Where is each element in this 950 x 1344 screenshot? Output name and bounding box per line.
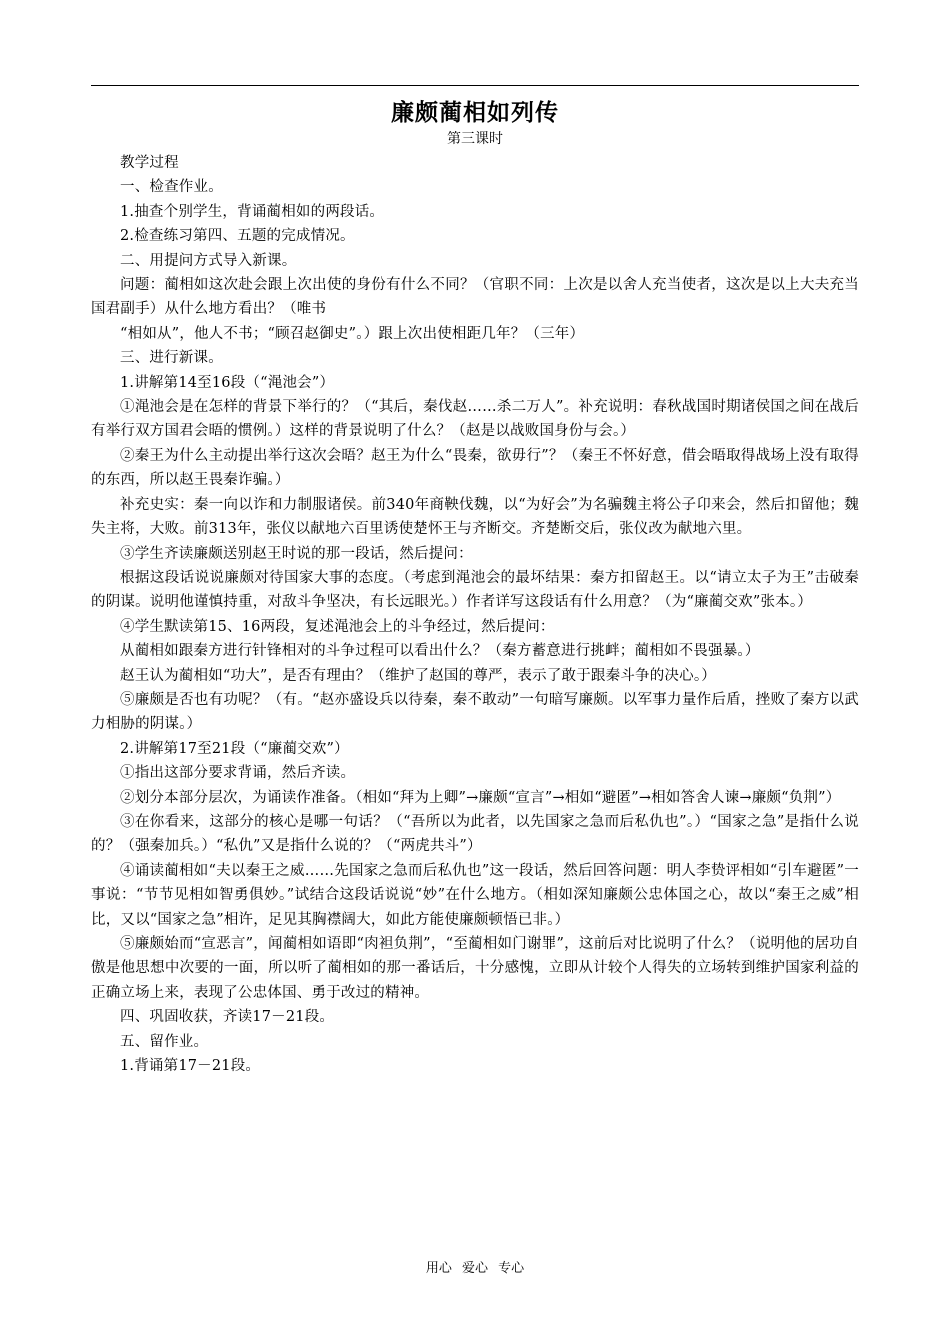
paragraph: 三、进行新课。 xyxy=(120,350,223,367)
document-body xyxy=(91,151,859,1078)
paragraph: ④诵读蔺相如“夫以秦王之威……先国家之急而后私仇也”这一段话，然后回答问题：明人李贽评相如“引车避匿”一事说：“节节见相如智勇俱妙。”试结合这段话说说“妙”在什么地方。（相如深知廉颇公忠体国之心，故以“秦王之威”相比，又以“国家之急”相许，足见其胸襟阔大，如此方能使廉颇顿悟已非。） xyxy=(91,862,859,928)
paragraph: 1.抽查个别学生，背诵蔺相如的两段话。 xyxy=(120,203,385,220)
paragraph: 补充史实：秦一向以诈和力制服诸侯。前340年商鞅伐魏，以“为好会”为名骗魏主将公子卬来会，然后扣留他；魏失主将，大败。前313年，张仪以献地六百里诱使楚怀王与齐断交。齐楚断交后，张仪改为献地六里。 xyxy=(91,496,859,538)
document-subtitle: 第三课时 xyxy=(447,131,503,147)
paragraph: 四、巩固收获，齐读17－21段。 xyxy=(120,1009,335,1026)
paragraph: 一、检查作业。 xyxy=(120,179,223,196)
paragraph: ③在你看来，这部分的核心是哪一句话？（“吾所以为此者，以先国家之急而后私仇也”。）“国家之急”是指什么说的？（强秦加兵。）“私仇”又是指什么说的？（“两虎共斗”） xyxy=(91,813,859,855)
page-footer: 用心 爱心 专心 xyxy=(425,1261,525,1276)
paragraph: ①渑池会是在怎样的背景下举行的？（“其后，秦伐赵……杀二万人”。补充说明：春秋战国时期诸侯国之间在战后有举行双方国君会晤的惯例。）这样的背景说明了什么？（赵是以战败国身份与会。） xyxy=(91,399,859,440)
paragraph: ⑤廉颇始而“宣恶言”，闻蔺相如语即“肉袒负荆”，“至蔺相如门谢罪”，这前后对比说明了什么？（说明他的居功自傲是他思想中次要的一面，所以听了蔺相如的那一番话后，十分感愧，立即从计较个人得失的立场转到维护国家利益的正确立场上来，表现了公忠体国、勇于改过的精神。 xyxy=(91,936,859,1001)
paragraph: 2.讲解第17至21段（“廉蔺交欢”） xyxy=(120,740,349,757)
paragraph: ④学生默读第15、16两段，复述渑池会上的斗争经过，然后提问： xyxy=(120,618,555,635)
paragraph: “相如从”，他人不书；“顾召赵御史”。）跟上次出使相距几年？（三年） xyxy=(120,325,585,342)
paragraph: 根据这段话说说廉颇对待国家大事的态度。（考虑到渑池会的最坏结果：秦方扣留赵王。以“请立太子为王”击破秦的阴谋。说明他谨慎持重，对敌斗争坚决，有长远眼光。）作者详写这段话有什么用意？（为“廉蔺交欢”张本。） xyxy=(91,569,859,611)
header-rule xyxy=(91,85,859,86)
paragraph: 教学过程 xyxy=(120,155,179,171)
paragraph: 五、留作业。 xyxy=(120,1033,209,1050)
paragraph: 二、用提问方式导入新课。 xyxy=(120,252,297,269)
paragraph: 从蔺相如跟秦方进行针锋相对的斗争过程可以看出什么？（秦方蓄意进行挑衅；蔺相如不畏强暴。） xyxy=(120,643,760,660)
paragraph: 问题：蔺相如这次赴会跟上次出使的身份有什么不同？（官职不同：上次是以舍人充当使者，这次是以上大夫充当国君副手）从什么地方看出？（唯书 xyxy=(91,277,859,318)
paragraph: ②划分本部分层次，为诵读作准备。（相如“拜为上卿”→廉颇“宣言”→相如“避匿”→相如答舍人谏→廉颇“负荆”） xyxy=(120,789,841,806)
paragraph: ①指出这部分要求背诵，然后齐读。 xyxy=(120,765,356,782)
paragraph: ②秦王为什么主动提出举行这次会晤？赵王为什么“畏秦，欲毋行”？（秦王不怀好意，借会晤取得战场上没有取得的东西，所以赵王畏秦诈骗。） xyxy=(91,447,859,489)
paragraph: 赵王认为蔺相如“功大”，是否有理由？（维护了赵国的尊严，表示了敢于跟秦斗争的决心。） xyxy=(120,667,716,684)
paragraph: ⑤廉颇是否也有功呢？（有。“赵亦盛设兵以待秦，秦不敢动”一句暗写廉颇。以军事力量作后盾，挫败了秦方以武力相胁的阴谋。） xyxy=(91,691,859,733)
paragraph: 1.背诵第17－21段。 xyxy=(120,1058,261,1075)
paragraph: 1.讲解第14至16段（“渑池会”） xyxy=(120,374,335,391)
paragraph: 2.检查练习第四、五题的完成情况。 xyxy=(120,228,355,245)
paragraph: ③学生齐读廉颇送别赵王时说的那一段话，然后提问： xyxy=(120,545,473,562)
document-title: 廉颇蔺相如列传 xyxy=(391,100,559,126)
